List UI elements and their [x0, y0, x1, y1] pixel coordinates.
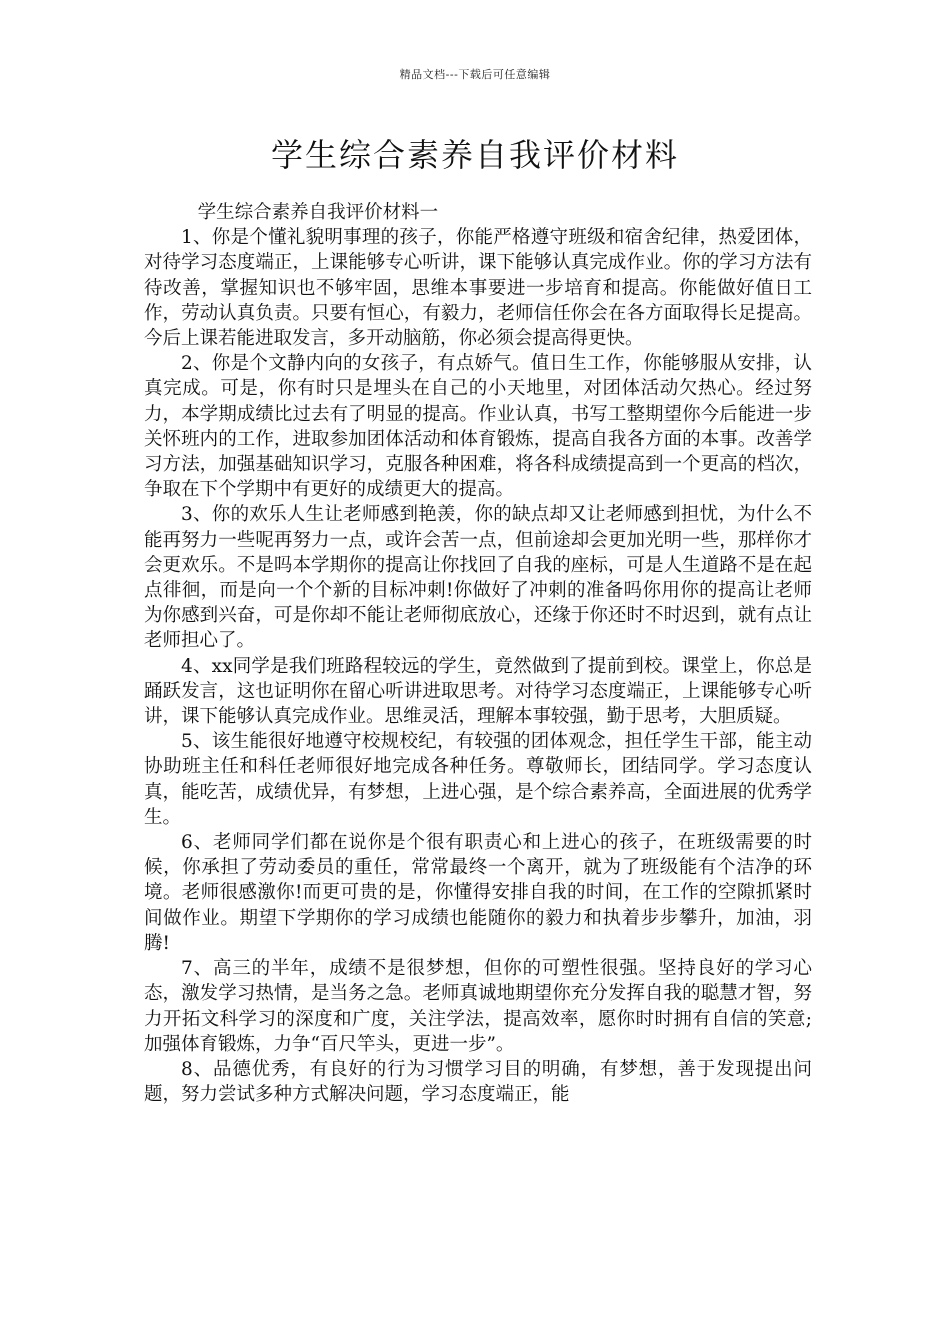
document-body — [144, 200, 812, 1107]
page-header: 精品文档---下载后可任意编辑 — [399, 68, 551, 81]
paragraph-6: 6、老师同学们都在说你是个很有职责心和上进心的孩子，在班级需要的时候，你承担了劳动委员的重任，常常最终一个离开，就为了班级能有个洁净的环境。老师很感激你!而更可贵的是，你懂得安排自我的时间，在工作的空隙抓紧时间做作业。期望下学期你的学习成绩也能随你的毅力和执着步步攀升，加油，羽腾! — [144, 832, 812, 954]
paragraph-1: 1、你是个懂礼貌明事理的孩子，你能严格遵守班级和宿舍纪律，热爱团体，对待学习态度端正，上课能够专心听讲，课下能够认真完成作业。你的学习方法有待改善，掌握知识也不够牢固，思维本事要进一步培育和提高。你能做好值日工作，劳动认真负责。只要有恒心，有毅力，老师信任你会在各方面取得长足提高。今后上课若能进取发言，多开动脑筋，你必须会提高得更快。 — [144, 227, 812, 350]
paragraph-8: 8、品德优秀，有良好的行为习惯学习目的明确，有梦想，善于发现提出问题，努力尝试多种方式解决问题，学习态度端正，能 — [144, 1058, 812, 1106]
document-subtitle: 学生综合素养自我评价材料一 — [197, 202, 439, 223]
paragraph-2: 2、你是个文静内向的女孩子，有点娇气。值日生工作，你能够服从安排，认真完成。可是，你有时只是埋头在自己的小天地里，对团体活动欠热心。经过努力，本学期成绩比过去有了明显的提高。作业认真，书写工整期望你今后能进一步关怀班内的工作，进取参加团体活动和体育锻炼，提高自我各方面的本事。改善学习方法，加强基础知识学习，克服各种困难，将各科成绩提高到一个更高的档次，争取在下个学期中有更好的成绩更大的提高。 — [144, 353, 812, 501]
paragraph-4: 4、xx同学是我们班路程较远的学生，竟然做到了提前到校。课堂上，你总是踊跃发言，这也证明你在留心听讲进取思考。对待学习态度端正，上课能够专心听讲，课下能够认真完成作业。思维灵活，理解本事较强，勤于思考，大胆质疑。 — [144, 655, 812, 728]
paragraph-5: 5、该生能很好地遵守校规校纪，有较强的团体观念，担任学生干部，能主动协助班主任和科任老师很好地完成各种任务。尊敬师长，团结同学。学习态度认真，能吃苦，成绩优异，有梦想，上进心强，是个综合素养高，全面进展的优秀学生。 — [144, 731, 812, 828]
document-title: 学生综合素养自我评价材料 — [270, 136, 679, 174]
paragraph-3: 3、你的欢乐人生让老师感到艳羡，你的缺点却又让老师感到担忧，为什么不能再努力一些呢再努力一点，或许会苦一点，但前途却会更加光明一些，那样你才会更欢乐。不是吗本学期你的提高让你找回了自我的座标，可是人生道路不是在起点徘徊，而是向一个个新的目标冲刺!你做好了冲刺的准备吗你用你的提高让老师为你感到兴奋，可是你却不能让老师彻底放心，还缘于你还时不时迟到，就有点让老师担心了。 — [144, 504, 812, 652]
paragraph-7: 7、高三的半年，成绩不是很梦想，但你的可塑性很强。坚持良好的学习心态，激发学习热情，是当务之急。老师真诚地期望你充分发挥自我的聪慧才智，努力开拓文科学习的深度和广度，关注学法，提高效率，愿你时时拥有自信的笑意;加强体育锻炼，力争“百尺竿头，更进一步”。 — [144, 958, 812, 1055]
